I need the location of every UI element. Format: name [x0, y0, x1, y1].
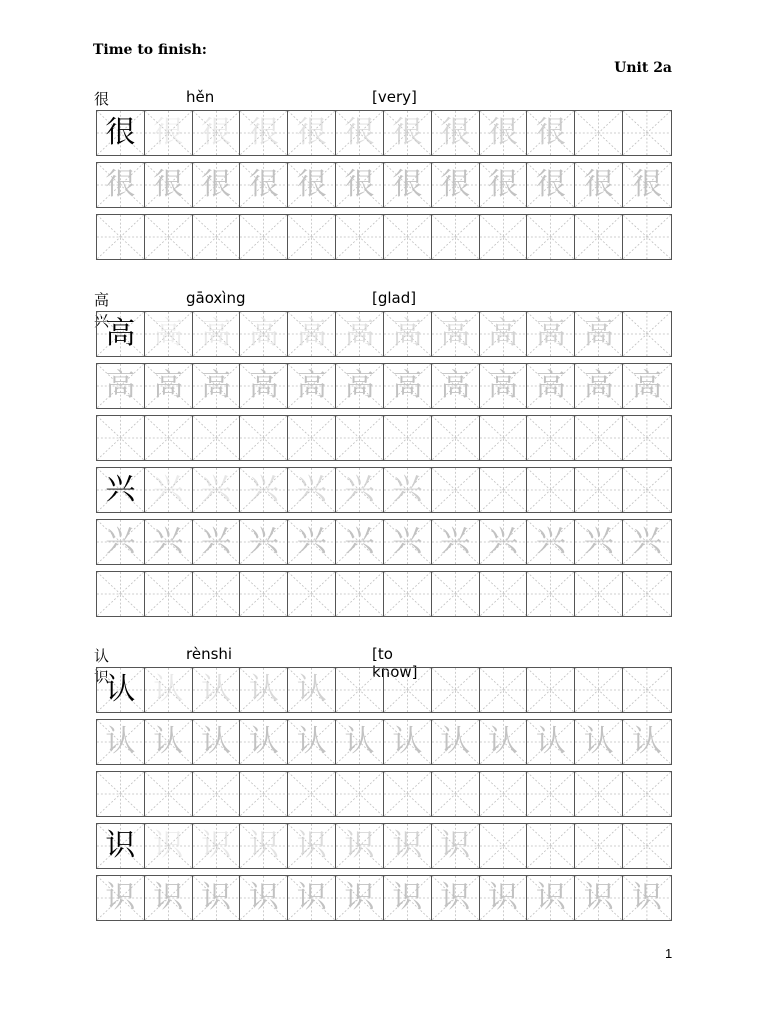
trace-cell[interactable] [97, 876, 145, 920]
trace-character: 很 [440, 167, 471, 202]
stroke-step-cell [623, 312, 671, 356]
trace-cell[interactable] [336, 720, 384, 764]
stroke-step-cell [527, 312, 575, 356]
trace-character: 很 [488, 167, 519, 202]
practice-cell[interactable] [527, 215, 575, 259]
trace-cell[interactable] [432, 520, 480, 564]
stroke-step-cell [623, 111, 671, 155]
practice-cell[interactable] [575, 416, 623, 460]
practice-cell[interactable] [384, 215, 432, 259]
stroke-step-cell [432, 312, 480, 356]
stroke-step-cell [240, 312, 288, 356]
trace-character: 兴 [488, 524, 519, 559]
practice-cell[interactable] [527, 772, 575, 816]
stroke-step-cell [384, 111, 432, 155]
stroke-order-row [96, 110, 672, 156]
stroke-step-cell [480, 111, 528, 155]
model-cell [97, 111, 145, 155]
model-cell [97, 468, 145, 512]
time-to-finish-label: Time to finish: [93, 42, 207, 58]
trace-cell[interactable] [193, 364, 241, 408]
trace-character: 兴 [392, 472, 423, 507]
trace-cell[interactable] [527, 876, 575, 920]
practice-cell[interactable] [527, 572, 575, 616]
trace-cell[interactable] [480, 364, 528, 408]
vocab-pinyin: gāoxìng [186, 289, 246, 307]
vocab-meaning: [very] [372, 88, 417, 106]
practice-cell[interactable] [336, 416, 384, 460]
trace-character: 高 [105, 368, 136, 403]
stroke-order-row [96, 667, 672, 713]
practice-cell[interactable] [288, 416, 336, 460]
vocab-characters: 认识 [94, 647, 110, 686]
practice-cell[interactable] [336, 572, 384, 616]
trace-character: 兴 [248, 472, 279, 507]
stroke-step-cell [145, 111, 193, 155]
trace-character: 认 [296, 672, 327, 707]
practice-cell[interactable] [432, 215, 480, 259]
trace-character: 认 [632, 724, 663, 759]
trace-row [96, 363, 672, 409]
trace-cell[interactable] [575, 876, 623, 920]
model-character: 兴 [105, 472, 136, 507]
trace-character: 识 [392, 880, 423, 915]
trace-character: 很 [535, 115, 566, 150]
practice-cell[interactable] [384, 572, 432, 616]
stroke-step-cell [145, 824, 193, 868]
trace-character: 识 [153, 880, 184, 915]
trace-cell[interactable] [384, 364, 432, 408]
trace-character: 认 [248, 672, 279, 707]
practice-cell[interactable] [575, 215, 623, 259]
stroke-step-cell [623, 668, 671, 712]
trace-character: 高 [535, 368, 566, 403]
trace-character: 认 [105, 724, 136, 759]
trace-character: 兴 [344, 472, 375, 507]
stroke-step-cell [480, 824, 528, 868]
practice-cell[interactable] [97, 416, 145, 460]
practice-cell[interactable] [480, 215, 528, 259]
vocab-characters: 高兴 [94, 291, 110, 330]
stroke-step-cell [384, 312, 432, 356]
practice-cell[interactable] [240, 572, 288, 616]
trace-character: 很 [344, 115, 375, 150]
page-number: 1 [665, 946, 673, 961]
trace-character: 识 [296, 880, 327, 915]
trace-character: 识 [248, 828, 279, 863]
trace-character: 兴 [105, 524, 136, 559]
stroke-step-cell [432, 824, 480, 868]
trace-character: 高 [248, 316, 279, 351]
model-cell [97, 668, 145, 712]
trace-cell[interactable] [145, 520, 193, 564]
trace-cell[interactable] [384, 876, 432, 920]
practice-cell[interactable] [480, 416, 528, 460]
trace-cell[interactable] [145, 163, 193, 207]
stroke-step-cell [145, 668, 193, 712]
trace-character: 认 [153, 672, 184, 707]
model-character: 高 [105, 316, 136, 351]
stroke-step-cell [480, 312, 528, 356]
stroke-step-cell [145, 312, 193, 356]
trace-cell[interactable] [480, 163, 528, 207]
trace-character: 高 [535, 316, 566, 351]
stroke-step-cell [527, 824, 575, 868]
stroke-step-cell [336, 824, 384, 868]
practice-cell[interactable] [240, 416, 288, 460]
trace-character: 兴 [248, 524, 279, 559]
trace-character: 高 [632, 368, 663, 403]
practice-cell[interactable] [575, 572, 623, 616]
stroke-step-cell [384, 824, 432, 868]
trace-cell[interactable] [432, 163, 480, 207]
stroke-step-cell [145, 468, 193, 512]
stroke-step-cell [336, 111, 384, 155]
practice-cell[interactable] [623, 416, 671, 460]
stroke-step-cell [575, 468, 623, 512]
practice-cell[interactable] [384, 772, 432, 816]
trace-cell[interactable] [527, 163, 575, 207]
trace-character: 识 [248, 880, 279, 915]
stroke-step-cell [336, 668, 384, 712]
practice-cell[interactable] [480, 772, 528, 816]
trace-character: 高 [440, 316, 471, 351]
stroke-step-cell [193, 668, 241, 712]
trace-cell[interactable] [384, 720, 432, 764]
practice-cell[interactable] [432, 416, 480, 460]
trace-character: 认 [583, 724, 614, 759]
trace-character: 兴 [153, 472, 184, 507]
trace-character: 认 [392, 724, 423, 759]
trace-character: 很 [392, 115, 423, 150]
stroke-step-cell [288, 824, 336, 868]
stroke-step-cell [288, 111, 336, 155]
trace-character: 识 [201, 880, 232, 915]
trace-cell[interactable] [575, 163, 623, 207]
trace-character: 很 [344, 167, 375, 202]
practice-cell[interactable] [97, 215, 145, 259]
trace-cell[interactable] [384, 163, 432, 207]
trace-cell[interactable] [432, 720, 480, 764]
trace-character: 高 [392, 368, 423, 403]
trace-character: 很 [632, 167, 663, 202]
stroke-step-cell [575, 668, 623, 712]
trace-character: 认 [535, 724, 566, 759]
stroke-step-cell [623, 824, 671, 868]
vocab-pinyin: hěn [186, 88, 215, 106]
trace-character: 高 [344, 316, 375, 351]
practice-cell[interactable] [384, 416, 432, 460]
stroke-step-cell [480, 668, 528, 712]
trace-character: 兴 [201, 524, 232, 559]
trace-character: 高 [440, 368, 471, 403]
stroke-step-cell [336, 468, 384, 512]
practice-cell[interactable] [288, 572, 336, 616]
trace-cell[interactable] [193, 720, 241, 764]
trace-character: 识 [105, 880, 136, 915]
trace-character: 很 [248, 167, 279, 202]
trace-character: 很 [105, 167, 136, 202]
trace-character: 兴 [296, 472, 327, 507]
model-character: 认 [105, 672, 136, 707]
trace-cell[interactable] [145, 876, 193, 920]
trace-character: 兴 [535, 524, 566, 559]
practice-cell[interactable] [145, 416, 193, 460]
trace-cell[interactable] [527, 720, 575, 764]
practice-cell[interactable] [193, 772, 241, 816]
practice-cell[interactable] [432, 772, 480, 816]
trace-cell[interactable] [97, 520, 145, 564]
trace-character: 识 [296, 828, 327, 863]
trace-cell[interactable] [527, 364, 575, 408]
trace-cell[interactable] [432, 876, 480, 920]
trace-character: 识 [201, 828, 232, 863]
trace-character: 很 [392, 167, 423, 202]
trace-row [96, 519, 672, 565]
stroke-step-cell [193, 824, 241, 868]
vocab-meaning: [glad] [372, 289, 417, 307]
stroke-order-row [96, 467, 672, 513]
trace-cell[interactable] [288, 163, 336, 207]
practice-row [96, 771, 672, 817]
practice-row [96, 214, 672, 260]
trace-cell[interactable] [145, 720, 193, 764]
trace-cell[interactable] [97, 163, 145, 207]
trace-cell[interactable] [193, 520, 241, 564]
practice-cell[interactable] [97, 572, 145, 616]
trace-cell[interactable] [240, 876, 288, 920]
trace-character: 很 [488, 115, 519, 150]
stroke-step-cell [336, 312, 384, 356]
trace-character: 很 [201, 167, 232, 202]
stroke-step-cell [240, 111, 288, 155]
stroke-step-cell [432, 468, 480, 512]
practice-cell[interactable] [288, 772, 336, 816]
trace-cell[interactable] [145, 364, 193, 408]
trace-cell[interactable] [336, 163, 384, 207]
practice-cell[interactable] [145, 215, 193, 259]
trace-character: 高 [153, 368, 184, 403]
trace-cell[interactable] [240, 520, 288, 564]
stroke-step-cell [432, 668, 480, 712]
trace-character: 很 [248, 115, 279, 150]
trace-character: 高 [392, 316, 423, 351]
stroke-order-row [96, 311, 672, 357]
practice-cell[interactable] [336, 215, 384, 259]
trace-cell[interactable] [527, 520, 575, 564]
trace-character: 兴 [153, 524, 184, 559]
vocab-pinyin: rènshi [186, 645, 233, 663]
trace-cell[interactable] [623, 364, 671, 408]
model-character: 很 [105, 115, 136, 150]
trace-character: 高 [153, 316, 184, 351]
trace-character: 兴 [632, 524, 663, 559]
trace-cell[interactable] [288, 720, 336, 764]
stroke-step-cell [432, 111, 480, 155]
stroke-step-cell [193, 312, 241, 356]
trace-cell[interactable] [575, 364, 623, 408]
trace-character: 很 [153, 115, 184, 150]
stroke-step-cell [527, 668, 575, 712]
trace-cell[interactable] [288, 364, 336, 408]
practice-cell[interactable] [336, 772, 384, 816]
practice-cell[interactable] [145, 572, 193, 616]
trace-character: 认 [344, 724, 375, 759]
practice-cell[interactable] [623, 772, 671, 816]
trace-character: 认 [201, 672, 232, 707]
trace-character: 认 [440, 724, 471, 759]
model-cell [97, 312, 145, 356]
trace-character: 兴 [392, 524, 423, 559]
trace-cell[interactable] [240, 364, 288, 408]
trace-cell[interactable] [623, 163, 671, 207]
trace-character: 兴 [440, 524, 471, 559]
trace-character: 识 [440, 828, 471, 863]
trace-cell[interactable] [384, 520, 432, 564]
practice-cell[interactable] [193, 215, 241, 259]
practice-cell[interactable] [240, 772, 288, 816]
practice-cell[interactable] [193, 572, 241, 616]
practice-cell[interactable] [240, 215, 288, 259]
trace-character: 认 [248, 724, 279, 759]
trace-character: 很 [440, 115, 471, 150]
trace-character: 很 [583, 167, 614, 202]
vocab-characters: 很 [94, 90, 110, 108]
stroke-step-cell [527, 111, 575, 155]
trace-cell[interactable] [97, 720, 145, 764]
trace-character: 兴 [583, 524, 614, 559]
practice-cell[interactable] [623, 215, 671, 259]
vocab-meaning: [to know] [372, 645, 418, 681]
stroke-step-cell [240, 668, 288, 712]
trace-character: 很 [296, 167, 327, 202]
stroke-step-cell [527, 468, 575, 512]
stroke-step-cell [575, 824, 623, 868]
trace-cell[interactable] [336, 876, 384, 920]
stroke-step-cell [288, 312, 336, 356]
trace-character: 很 [201, 115, 232, 150]
trace-cell[interactable] [336, 520, 384, 564]
trace-row [96, 719, 672, 765]
trace-character: 兴 [201, 472, 232, 507]
trace-row [96, 162, 672, 208]
stroke-step-cell [240, 824, 288, 868]
trace-cell[interactable] [193, 163, 241, 207]
trace-cell[interactable] [240, 163, 288, 207]
trace-character: 识 [583, 880, 614, 915]
trace-cell[interactable] [288, 520, 336, 564]
trace-cell[interactable] [623, 520, 671, 564]
trace-character: 识 [440, 880, 471, 915]
trace-character: 高 [201, 368, 232, 403]
trace-cell[interactable] [97, 364, 145, 408]
trace-cell[interactable] [336, 364, 384, 408]
trace-character: 识 [632, 880, 663, 915]
trace-character: 高 [583, 316, 614, 351]
stroke-step-cell [240, 468, 288, 512]
trace-character: 兴 [344, 524, 375, 559]
stroke-step-cell [384, 468, 432, 512]
trace-cell[interactable] [193, 876, 241, 920]
trace-cell[interactable] [240, 720, 288, 764]
trace-character: 识 [153, 828, 184, 863]
practice-cell[interactable] [432, 572, 480, 616]
trace-character: 高 [488, 368, 519, 403]
trace-character: 高 [344, 368, 375, 403]
trace-cell[interactable] [480, 720, 528, 764]
trace-character: 很 [153, 167, 184, 202]
model-character: 识 [105, 828, 136, 863]
trace-character: 识 [488, 880, 519, 915]
trace-character: 认 [153, 724, 184, 759]
stroke-step-cell [193, 111, 241, 155]
model-cell [97, 824, 145, 868]
trace-cell[interactable] [575, 720, 623, 764]
trace-character: 高 [488, 316, 519, 351]
trace-character: 认 [296, 724, 327, 759]
trace-character: 识 [392, 828, 423, 863]
trace-character: 认 [488, 724, 519, 759]
practice-cell[interactable] [97, 772, 145, 816]
stroke-order-row [96, 823, 672, 869]
trace-character: 识 [344, 880, 375, 915]
stroke-step-cell [193, 468, 241, 512]
trace-character: 识 [535, 880, 566, 915]
unit-label: Unit 2a [614, 60, 672, 76]
trace-character: 高 [296, 316, 327, 351]
stroke-step-cell [480, 468, 528, 512]
trace-cell[interactable] [623, 720, 671, 764]
trace-character: 高 [201, 316, 232, 351]
trace-cell[interactable] [575, 520, 623, 564]
stroke-step-cell [288, 468, 336, 512]
practice-cell[interactable] [193, 416, 241, 460]
trace-cell[interactable] [623, 876, 671, 920]
stroke-step-cell [384, 668, 432, 712]
trace-cell[interactable] [480, 520, 528, 564]
trace-character: 兴 [296, 524, 327, 559]
stroke-step-cell [288, 668, 336, 712]
trace-row [96, 875, 672, 921]
stroke-step-cell [623, 468, 671, 512]
trace-cell[interactable] [288, 876, 336, 920]
practice-cell[interactable] [575, 772, 623, 816]
trace-character: 高 [296, 368, 327, 403]
practice-cell[interactable] [623, 572, 671, 616]
trace-cell[interactable] [480, 876, 528, 920]
practice-cell[interactable] [145, 772, 193, 816]
trace-character: 认 [201, 724, 232, 759]
trace-character: 识 [344, 828, 375, 863]
trace-character: 很 [535, 167, 566, 202]
trace-character: 高 [583, 368, 614, 403]
trace-character: 高 [248, 368, 279, 403]
stroke-step-cell [575, 111, 623, 155]
practice-cell[interactable] [527, 416, 575, 460]
stroke-step-cell [575, 312, 623, 356]
practice-row [96, 415, 672, 461]
trace-character: 很 [296, 115, 327, 150]
practice-cell[interactable] [480, 572, 528, 616]
trace-cell[interactable] [432, 364, 480, 408]
practice-row [96, 571, 672, 617]
practice-cell[interactable] [288, 215, 336, 259]
